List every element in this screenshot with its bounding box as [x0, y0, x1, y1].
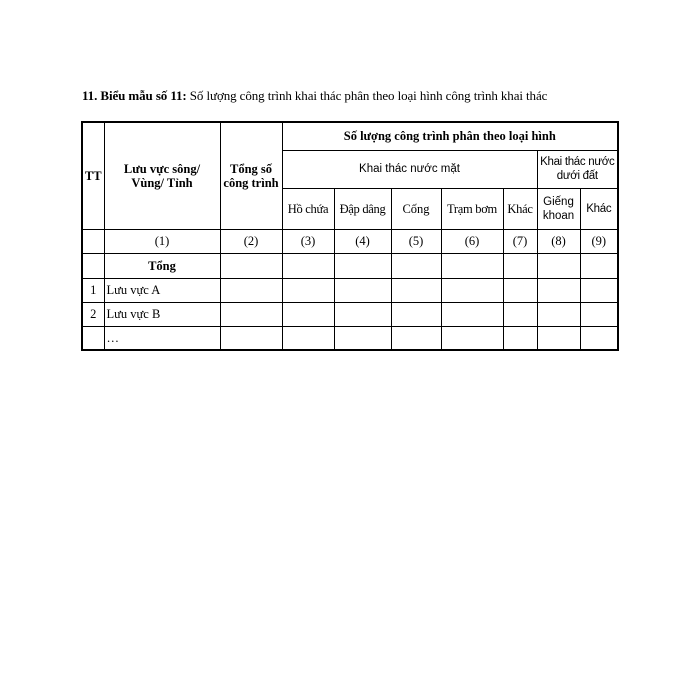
header-by-type: Số lượng công trình phân theo loại hình: [282, 122, 618, 150]
data-cell: [537, 253, 580, 278]
data-cell: [503, 278, 537, 302]
data-cell: [282, 302, 334, 326]
header-well: Giếng khoan: [537, 188, 580, 229]
column-number-blank: [82, 229, 104, 253]
data-cell: [334, 253, 391, 278]
data-cell: [334, 278, 391, 302]
data-cell: [580, 302, 618, 326]
form-number: 11. Biểu mẫu số 11:: [82, 88, 187, 103]
header-other-ground: Khác: [580, 188, 618, 229]
data-cell: [580, 253, 618, 278]
table-row: [82, 302, 618, 326]
data-cell: [537, 302, 580, 326]
data-cell: [503, 253, 537, 278]
row-tt: 1: [82, 278, 104, 302]
data-cell: [391, 278, 441, 302]
data-cell: [503, 326, 537, 350]
header-basin: Lưu vực sông/ Vùng/ Tỉnh: [104, 122, 220, 229]
total-label: Tổng: [104, 253, 220, 278]
data-cell: [220, 326, 282, 350]
data-cell: [441, 302, 503, 326]
column-number: (6): [441, 229, 503, 253]
data-cell: [441, 278, 503, 302]
table-row: [82, 278, 618, 302]
header-reservoir: Hồ chứa: [282, 188, 334, 229]
header-row-1: [82, 122, 618, 150]
data-cell: [537, 278, 580, 302]
header-ground-water: Khai thác nước dưới đất: [537, 150, 618, 188]
column-number: (1): [104, 229, 220, 253]
total-row: [82, 253, 618, 278]
header-dam: Đập dâng: [334, 188, 391, 229]
data-cell: [391, 253, 441, 278]
header-pump-station: Trạm bơm: [441, 188, 503, 229]
header-surface-water: Khai thác nước mặt: [282, 150, 537, 188]
column-number: (4): [334, 229, 391, 253]
data-cell: [334, 326, 391, 350]
row-tt: 2: [82, 302, 104, 326]
header-other-surface: Khác: [503, 188, 537, 229]
data-cell: [580, 326, 618, 350]
total-tt-cell: [82, 253, 104, 278]
column-number-row: [82, 229, 618, 253]
data-cell: [391, 326, 441, 350]
row-tt: [82, 326, 104, 350]
works-count-table: [81, 121, 619, 351]
row-name: Lưu vực A: [104, 278, 220, 302]
column-number: (8): [537, 229, 580, 253]
row-name: …: [104, 326, 220, 350]
column-number: (2): [220, 229, 282, 253]
data-cell: [282, 278, 334, 302]
data-cell: [537, 326, 580, 350]
form-caption: [82, 88, 547, 104]
data-cell: [220, 302, 282, 326]
header-total-works: Tổng số công trình: [220, 122, 282, 229]
form-title: Số lượng công trình khai thác phân theo loại hình công trình khai thác: [186, 88, 548, 103]
column-number: (7): [503, 229, 537, 253]
data-cell: [503, 302, 537, 326]
column-number: (5): [391, 229, 441, 253]
data-cell: [282, 253, 334, 278]
header-tt: TT: [82, 122, 104, 229]
data-cell: [391, 302, 441, 326]
data-cell: [282, 326, 334, 350]
column-number: (9): [580, 229, 618, 253]
table-row: [82, 326, 618, 350]
row-name: Lưu vực B: [104, 302, 220, 326]
data-cell: [441, 326, 503, 350]
data-cell: [220, 253, 282, 278]
data-cell: [334, 302, 391, 326]
data-cell: [220, 278, 282, 302]
data-cell: [441, 253, 503, 278]
header-sluice: Cống: [391, 188, 441, 229]
data-cell: [580, 278, 618, 302]
column-number: (3): [282, 229, 334, 253]
